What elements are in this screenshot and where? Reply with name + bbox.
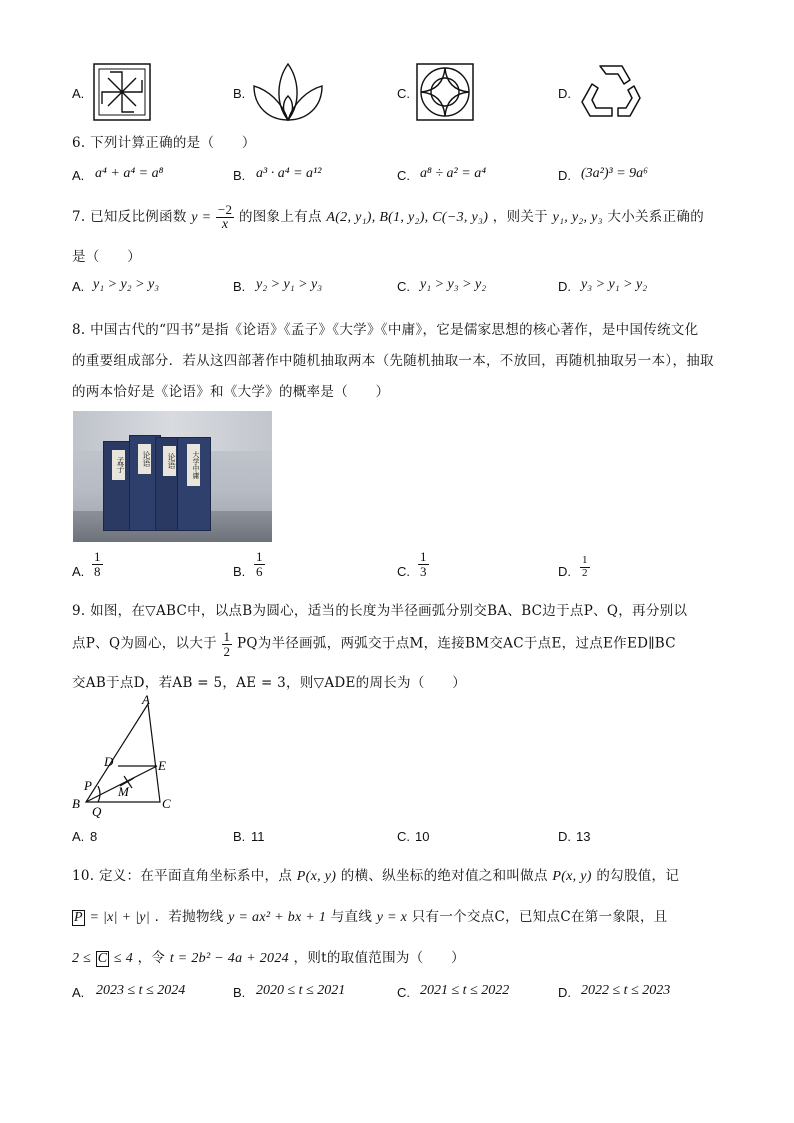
q7-text-4: 大小关系正确的 — [607, 209, 705, 226]
q6-option-b-expr: a³ · a⁴ = a¹² — [256, 166, 322, 181]
q10-bracket-p: P — [74, 910, 83, 925]
q7-option-c-label: C. — [397, 279, 410, 294]
q6-option-c-label: C. — [397, 168, 410, 183]
q10-option-d-expr: 2022 ≤ t ≤ 2023 — [581, 983, 671, 998]
q9-option-a-label: A. — [72, 829, 85, 844]
q7-option-c-expr: y₁ > y₃ > y₂ — [420, 277, 487, 292]
q7-option-a-label: A. — [72, 279, 85, 294]
q10-ineq-right: ≤ 4 — [113, 951, 134, 966]
recycle-triangle-figure — [580, 62, 642, 120]
q10-text-3b: ，则t的取值范围为（ ） — [293, 950, 465, 966]
q7-stem-line1 — [72, 203, 704, 232]
q6-option-a-label: A. — [72, 168, 85, 183]
q10-option-a-expr: 2023 ≤ t ≤ 2024 — [96, 983, 186, 998]
q8-stem-line1: 8. 中国古代的“四书”是指《论语》《孟子》《大学》《中庸》，它是儒家思想的核心著作，是中国传统文化 — [72, 322, 699, 338]
book-4-title: 大学中庸 — [187, 444, 200, 486]
q10-text-2c: 只有一个交点C，已知点C在第一象限，且 — [411, 909, 668, 925]
q9-option-b-label: B. — [233, 829, 246, 844]
q7-text-2: 的图象上有点 — [238, 209, 322, 226]
q8-option-b-label: B. — [233, 564, 246, 579]
q7-option-d-label: D. — [558, 279, 571, 294]
q9-stem-line1: 9. 如图，在▽ABC中，以点B为圆心，适当的长度为半径画弧分别交BA、BC边于点P、Q，再分别以 — [72, 603, 688, 619]
arc-pq — [98, 786, 100, 802]
q6-option-a-expr: a⁴ + a⁴ = a⁸ — [95, 166, 164, 181]
q10-option-c-expr: 2021 ≤ t ≤ 2022 — [420, 983, 510, 998]
q8-option-d-fraction: $\frac{1}{2}$ — [582, 554, 588, 579]
label-q: Q — [92, 804, 102, 819]
q9-half-fraction: $\frac{1}{2}$ — [223, 629, 231, 659]
q5-option-b-label: B. — [233, 86, 246, 101]
q6-option-d-expr: (3a²)³ = 9a⁶ — [581, 166, 649, 181]
q9-option-a-value: 8 — [90, 829, 98, 844]
q7-points: A(2, y₁), B(1, y₂), C(−3, y₃) — [326, 210, 489, 226]
q7-option-d-expr: y₃ > y₁ > y₂ — [581, 277, 648, 292]
q5-option-d-label: D. — [558, 86, 571, 101]
q10-option-b-label: B. — [233, 985, 246, 1000]
q8-option-a-label: A. — [72, 564, 85, 579]
q9-text-2a: 点P、Q为圆心，以大于 — [72, 635, 217, 652]
book-1-title: 孟子 — [112, 450, 125, 480]
q6-option-b-label: B. — [233, 168, 246, 183]
q6-option-d-label: D. — [558, 168, 571, 183]
q8-option-c-label: C. — [397, 564, 410, 579]
q9-option-d-label: D. — [558, 829, 571, 844]
q7-func-fraction: $\frac{-2}{x}$ — [217, 202, 233, 232]
triangle-abc-figure — [68, 690, 188, 820]
q6-stem: 6. 下列计算正确的是（ ） — [72, 135, 256, 151]
book-4 — [177, 437, 211, 531]
q10-point-p-2: P(x, y) — [552, 869, 592, 884]
q10-parabola: y = ax² + bx + 1 — [228, 910, 327, 925]
q7-option-a-expr: y₁ > y₂ > y₃ — [93, 277, 160, 292]
label-a: A — [142, 692, 150, 707]
q8-option-a-fraction: $\frac{1}{8}$ — [94, 549, 101, 579]
q7-text-3: ，则关于 — [492, 209, 548, 226]
q10-text-2a: ．若抛物线 — [154, 909, 224, 925]
q7-func-lhs: y = — [191, 210, 212, 226]
q10-stem-line3 — [72, 946, 465, 967]
label-d: D — [104, 754, 114, 769]
q8-option-d-label: D. — [558, 564, 571, 579]
q10-def-rhs: = |x| + |y| — [89, 910, 150, 925]
q10-stem-line2 — [72, 905, 668, 926]
q10-ineq-left: 2 ≤ — [72, 951, 92, 966]
four-books-photo — [73, 411, 272, 542]
q7-text: 7. 已知反比例函数 — [72, 209, 187, 226]
q10-point-p: P(x, y) — [296, 869, 337, 884]
q10-text-3a: ，令 — [137, 950, 166, 966]
q9-option-c-value: 10 — [415, 829, 430, 844]
q5-option-c-label: C. — [397, 86, 410, 101]
label-p: P — [84, 778, 92, 793]
q10-option-b-expr: 2020 ≤ t ≤ 2021 — [256, 983, 346, 998]
q6-option-c-expr: a⁸ ÷ a² = a⁴ — [420, 166, 487, 181]
q8-stem-line2: 的重要组成部分．若从这四部著作中随机抽取两本（先随机抽取一本，不放回，再随机抽取另一本），抽取 — [72, 353, 714, 369]
q10-line: y = x — [376, 910, 408, 925]
q10-option-c-label: C. — [397, 985, 410, 1000]
book-2-title: 论语 — [138, 444, 151, 474]
q8-stem-line3: 的两本恰好是《论语》和《大学》的概率是（ ） — [72, 384, 390, 400]
q10-text-2b: 与直线 — [330, 909, 373, 925]
q7-vars: y₁, y₂, y₃ — [552, 210, 603, 226]
q9-option-d-value: 13 — [576, 829, 591, 844]
lotus-figure — [252, 62, 324, 122]
label-c: C — [162, 796, 171, 811]
pinwheel-square-figure — [93, 63, 151, 121]
q8-option-b-fraction: $\frac{1}{6}$ — [256, 549, 263, 579]
coin-square-figure — [416, 63, 474, 121]
q9-option-b-value: 11 — [251, 829, 265, 844]
q9-text-2b: PQ为半径画弧，两弧交于点M，连接BM交AC于点E，过点E作ED∥BC — [236, 635, 676, 652]
q10-text-1c: 的勾股值，记 — [596, 868, 680, 884]
q7-option-b-expr: y₂ > y₁ > y₃ — [256, 277, 323, 292]
label-e: E — [158, 758, 166, 773]
q10-option-d-label: D. — [558, 985, 571, 1000]
q9-stem-line3: 交AB于点D，若AB = 5，AE = 3，则▽ADE的周长为（ ） — [72, 675, 467, 691]
q5-option-a-label: A. — [72, 86, 85, 101]
q10-t-definition: t = 2b² − 4a + 2024 — [169, 951, 289, 966]
q10-text-1b: 的横、纵坐标的绝对值之和叫做点 — [340, 868, 548, 884]
q7-stem-line2: 是（ ） — [72, 249, 141, 265]
q10-option-a-label: A. — [72, 985, 85, 1000]
label-b: B — [72, 796, 80, 811]
q10-text-1a: 10. 定义：在平面直角坐标系中，点 — [72, 868, 293, 884]
book-3-title: 论语 — [163, 446, 176, 476]
q8-option-c-fraction: $\frac{1}{3}$ — [420, 549, 427, 579]
label-m: M — [118, 784, 129, 799]
q10-bracket-c: C — [97, 951, 108, 966]
q9-option-c-label: C. — [397, 829, 410, 844]
q10-stem-line1 — [72, 864, 679, 885]
q9-stem-line2 — [72, 630, 676, 658]
q7-option-b-label: B. — [233, 279, 246, 294]
